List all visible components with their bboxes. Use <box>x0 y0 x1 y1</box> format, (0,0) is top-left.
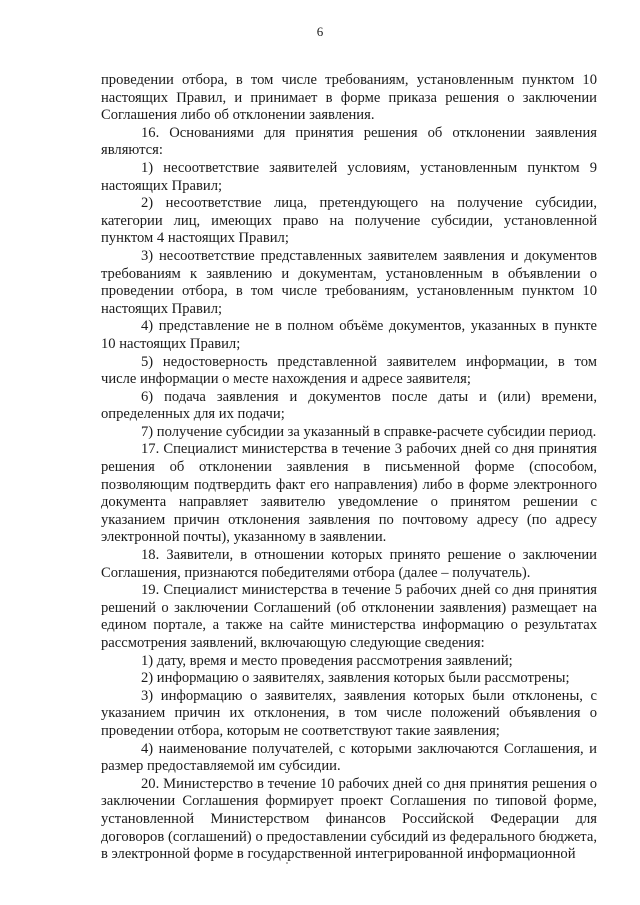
paragraph-item-19: 19. Специалист министерства в течение 5 рабочих дней со дня принятия решений о заключении Соглашений (об отклонении заявления) размещает на едином портале, а также на сайте министерства информацию о результатах рассмотрения заявлений, включающую следующие сведения: <box>101 582 597 651</box>
document-body <box>101 72 597 864</box>
paragraph-subitem-16-7: 7) получение субсидии за указанный в справке-расчете субсидии период. <box>141 423 597 440</box>
paragraph-subitem-19-1: 1) дату, время и место проведения рассмотрения заявлений; <box>141 652 513 669</box>
scan-speck <box>286 862 288 864</box>
paragraph-subitem-16-5: 5) недостоверность представленной заявителем информации, в том числе информации о месте нахождения и адресе заявителя; <box>101 353 597 388</box>
paragraph-item-20: 20. Министерство в течение 10 рабочих дней со дня принятия решения о заключении Соглашения формирует проект Соглашения по типовой форме, установленной Министерством финансов Российской Федерации для договоров (соглашений) о предоставлении субсидий из федерального бюджета, в электронной форме в государственной интегрированной информационной <box>101 775 597 863</box>
paragraph-subitem-19-4: 4) наименование получателей, с которыми заключаются Соглашения, и размер предоставляемой им субсидии. <box>101 740 597 775</box>
paragraph-item-17: 17. Специалист министерства в течение 3 рабочих дней со дня принятия решения об отклонении заявления в письменной форме (способом, позволяющим подтвердить факт его направления) либо в форме электронного документа направляет заявителю уведомление о принятом решении с указанием причин отклонения заявления по почтовому адресу (по адресу электронной почты), указанному в заявлении. <box>101 441 597 546</box>
paragraph-subitem-16-2: 2) несоответствие лица, претендующего на получение субсидии, категории лиц, имеющих право на получение субсидии, установленной пунктом 4 настоящих Правил; <box>101 195 597 247</box>
paragraph-subitem-16-4: 4) представление не в полном объёме документов, указанных в пункте 10 настоящих Правил; <box>101 318 597 352</box>
page-number: 6 <box>316 24 324 39</box>
paragraph-subitem-16-1: 1) несоответствие заявителей условиям, установленным пунктом 9 настоящих Правил; <box>101 159 597 194</box>
paragraph-subitem-19-2: 2) информацию о заявителях, заявления которых были рассмотрены; <box>141 670 570 687</box>
paragraph-subitem-16-3: 3) несоответствие представленных заявителем заявления и документов требованиям к заявлению и документам, установленным в объявлении о проведении отбора, в том числе требованиям, установленным пунктом 10 настоящих Правил; <box>101 247 597 317</box>
paragraph-subitem-19-3: 3) информацию о заявителях, заявления которых были отклонены, с указанием причин их отклонения, в том числе положений объявления о проведении отбора, которым не соответствуют такие заявления; <box>101 687 597 739</box>
paragraph-item-18: 18. Заявители, в отношении которых принято решение о заключении Соглашения, признаются победителями отбора (далее – получатель). <box>101 547 597 581</box>
paragraph-subitem-16-6: 6) подача заявления и документов после даты и (или) времени, определенных для их подачи; <box>101 388 597 423</box>
paragraph-continuation: проведении отбора, в том числе требованиям, установленным пунктом 10 настоящих Правил, и принимает в форме приказа решения о заключении Соглашения либо об отклонении заявления. <box>101 72 597 124</box>
paragraph-item-16: 16. Основаниями для принятия решения об отклонении заявления являются: <box>101 124 597 159</box>
